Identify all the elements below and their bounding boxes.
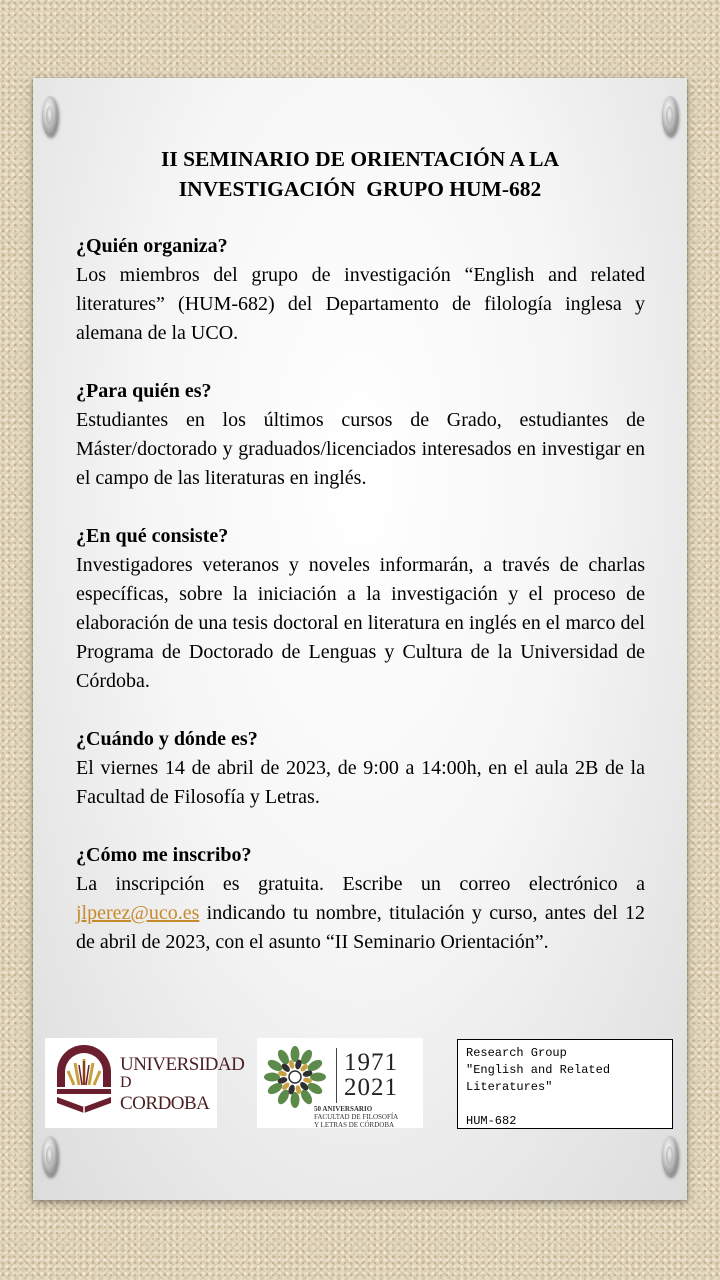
flyer-content	[76, 232, 645, 986]
year-start: 1971	[344, 1049, 398, 1076]
section-body: El viernes 14 de abril de 2023, de 9:00 a 14:00h, en el aula 2B de la Facultad de Filosofía y Letras.	[76, 757, 645, 808]
research-group-line-3: Literatures"	[466, 1080, 553, 1094]
research-group-code: HUM-682	[466, 1114, 517, 1128]
aniversario-logo	[257, 1038, 423, 1128]
uco-logo-line-1: UNIVERSIDAD	[120, 1054, 245, 1075]
title-line-2: INVESTIGACIÓN GRUPO HUM-682	[178, 177, 542, 201]
pushpin-icon	[662, 96, 678, 136]
section-organizer	[76, 232, 645, 348]
section-heading: ¿Quién organiza?	[76, 235, 228, 257]
title-line-1: II SEMINARIO DE ORIENTACIÓN A LA	[160, 147, 560, 171]
research-group-line-2: "English and Related	[466, 1063, 611, 1077]
section-heading: ¿En qué consiste?	[76, 525, 229, 547]
section-body: Investigadores veteranos y noveles informarán, a través de charlas específicas, sobre la iniciación a la investigación y el proceso de elaboración de una tesis doctoral en literatura en inglés en el marco del Programa de Doctorado de Lenguas y Cultura de la Universidad de Córdoba.	[76, 554, 645, 692]
aniversario-caption-2: FACULTAD DE FILOSOFÍA	[314, 1113, 399, 1121]
research-group-line-1: Research Group	[466, 1046, 567, 1060]
rosette-icon	[262, 1044, 328, 1110]
section-body	[76, 870, 645, 957]
research-group-box	[457, 1039, 673, 1129]
section-heading: ¿Cómo me inscribo?	[76, 844, 252, 866]
registration-text-after: indicando tu nombre, titulación y curso, antes del 12 de abril de 2023, con el asunto “II Seminario Orientación”.	[76, 902, 645, 953]
section-audience	[76, 377, 645, 493]
section-heading: ¿Para quién es?	[76, 380, 212, 402]
section-body: Estudiantes en los últimos cursos de Grado, estudiantes de Máster/doctorado y graduados/licenciados interesados en investigar en el campo de las literaturas en inglés.	[76, 409, 645, 489]
uco-logo-line-3: CORDOBA	[120, 1093, 210, 1114]
section-body: Los miembros del grupo de investigación “English and related literatures” (HUM-682) del Departamento de filología inglesa y alemana de la UCO.	[76, 264, 645, 344]
email-link[interactable]: jlperez@uco.es	[76, 902, 200, 924]
uco-shield-icon	[53, 1041, 115, 1125]
section-registration	[76, 841, 645, 957]
pushpin-icon	[662, 1136, 678, 1176]
flyer-card	[33, 78, 687, 1200]
section-when-where	[76, 725, 645, 812]
pushpin-icon	[42, 96, 58, 136]
uco-logo-line-2: D	[120, 1074, 132, 1091]
registration-text-before: La inscripción es gratuita. Escribe un correo electrónico a	[76, 873, 645, 895]
logo-divider	[336, 1048, 337, 1103]
flyer-title	[73, 144, 647, 204]
aniversario-caption-3: Y LETRAS DE CÓRDOBA	[314, 1121, 395, 1129]
section-heading: ¿Cuándo y dónde es?	[76, 728, 258, 750]
section-description	[76, 522, 645, 696]
universidad-cordoba-logo	[45, 1038, 245, 1128]
aniversario-caption-1: 50 ANIVERSARIO	[314, 1105, 373, 1113]
year-end: 2021	[344, 1074, 398, 1101]
pushpin-icon	[42, 1136, 58, 1176]
